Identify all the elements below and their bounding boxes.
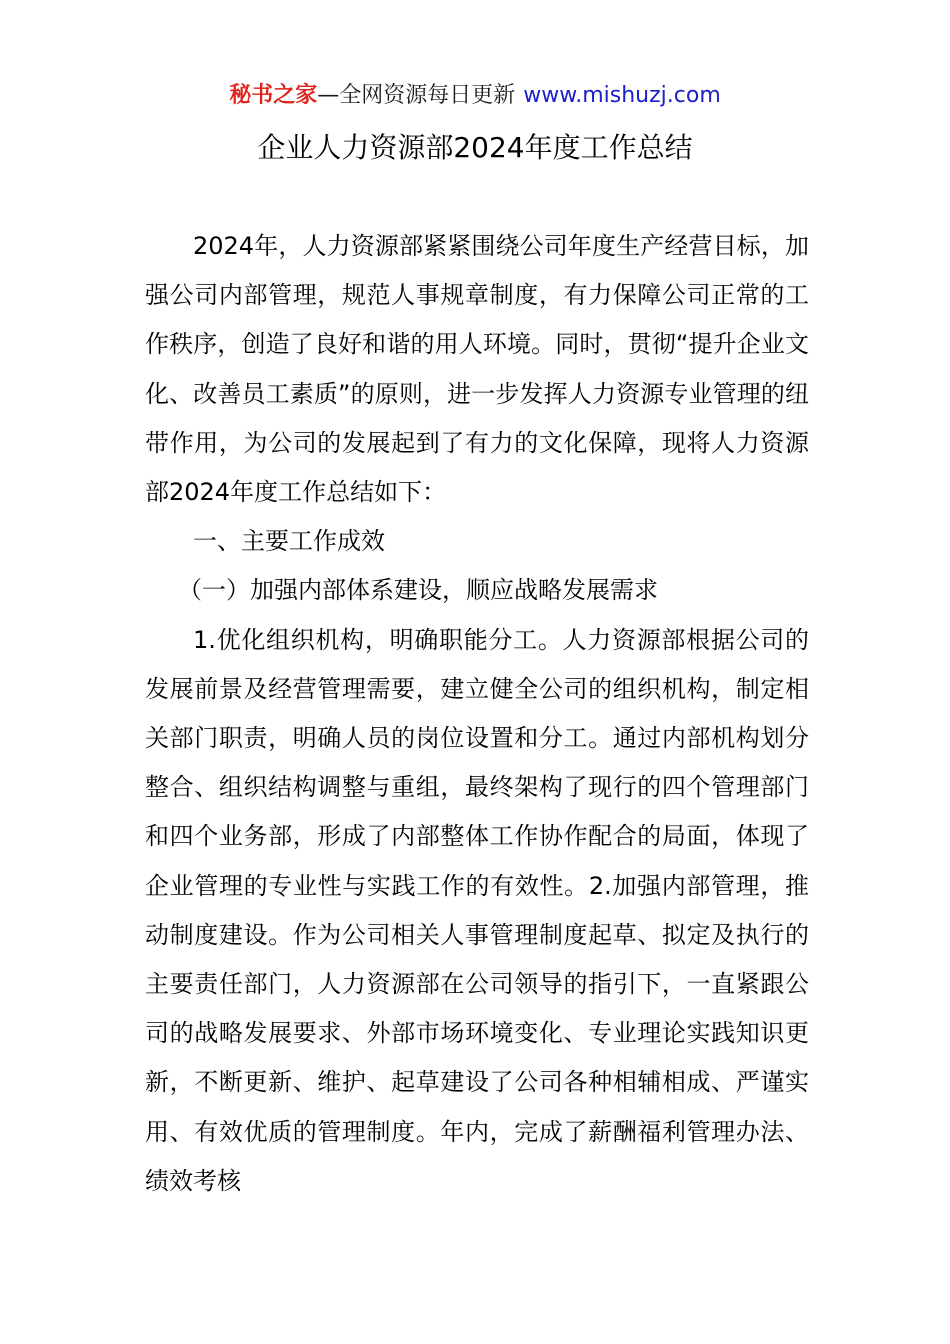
document-body [145,222,809,1206]
header-banner [0,80,950,112]
brand-name: 秘书之家 [229,83,318,108]
intro-paragraph: 2024年，人力资源部紧紧围绕公司年度生产经营目标，加强公司内部管理，规范人事规章制度，有力保障公司正常的工作秩序，创造了良好和谐的用人环境。同时，贯彻“提升企业文化、改善员工素质”的原则，进一步发挥人力资源专业管理的纽带作用，为公司的发展起到了有力的文化保障，现将人力资源部2024年度工作总结如下： [145,232,809,507]
body-paragraph: 1.优化组织机构，明确职能分工。人力资源部根据公司的发展前景及经营管理需要，建立健全公司的组织机构，制定相关部门职责，明确人员的岗位设置和分工。通过内部机构划分整合、组织结构调整与重组，最终架构了现行的四个管理部门和四个业务部，形成了内部整体工作协作配合的局面，体现了企业管理的专业性与实践工作的有效性。2.加强内部管理，推动制度建设。作为公司相关人事管理制度起草、拟定及执行的主要责任部门，人力资源部在公司领导的指引下，一直紧跟公司的战略发展要求、外部市场环境变化、专业理论实践知识更新，不断更新、维护、起草建设了公司各种相辅相成、严谨实用、有效优质的管理制度。年内，完成了薪酬福利管理办法、绩效考核 [145,625,809,1195]
header-tagline: —全网资源每日更新 [317,83,516,108]
document-title: 企业人力资源部2024年度工作总结 [257,131,693,164]
section-heading: 一、主要工作成效 [193,527,385,556]
site-url-link[interactable]: www.mishuzj.com [523,83,721,108]
subsection-heading: （一）加强内部体系建设，顺应战略发展需求 [178,576,658,605]
